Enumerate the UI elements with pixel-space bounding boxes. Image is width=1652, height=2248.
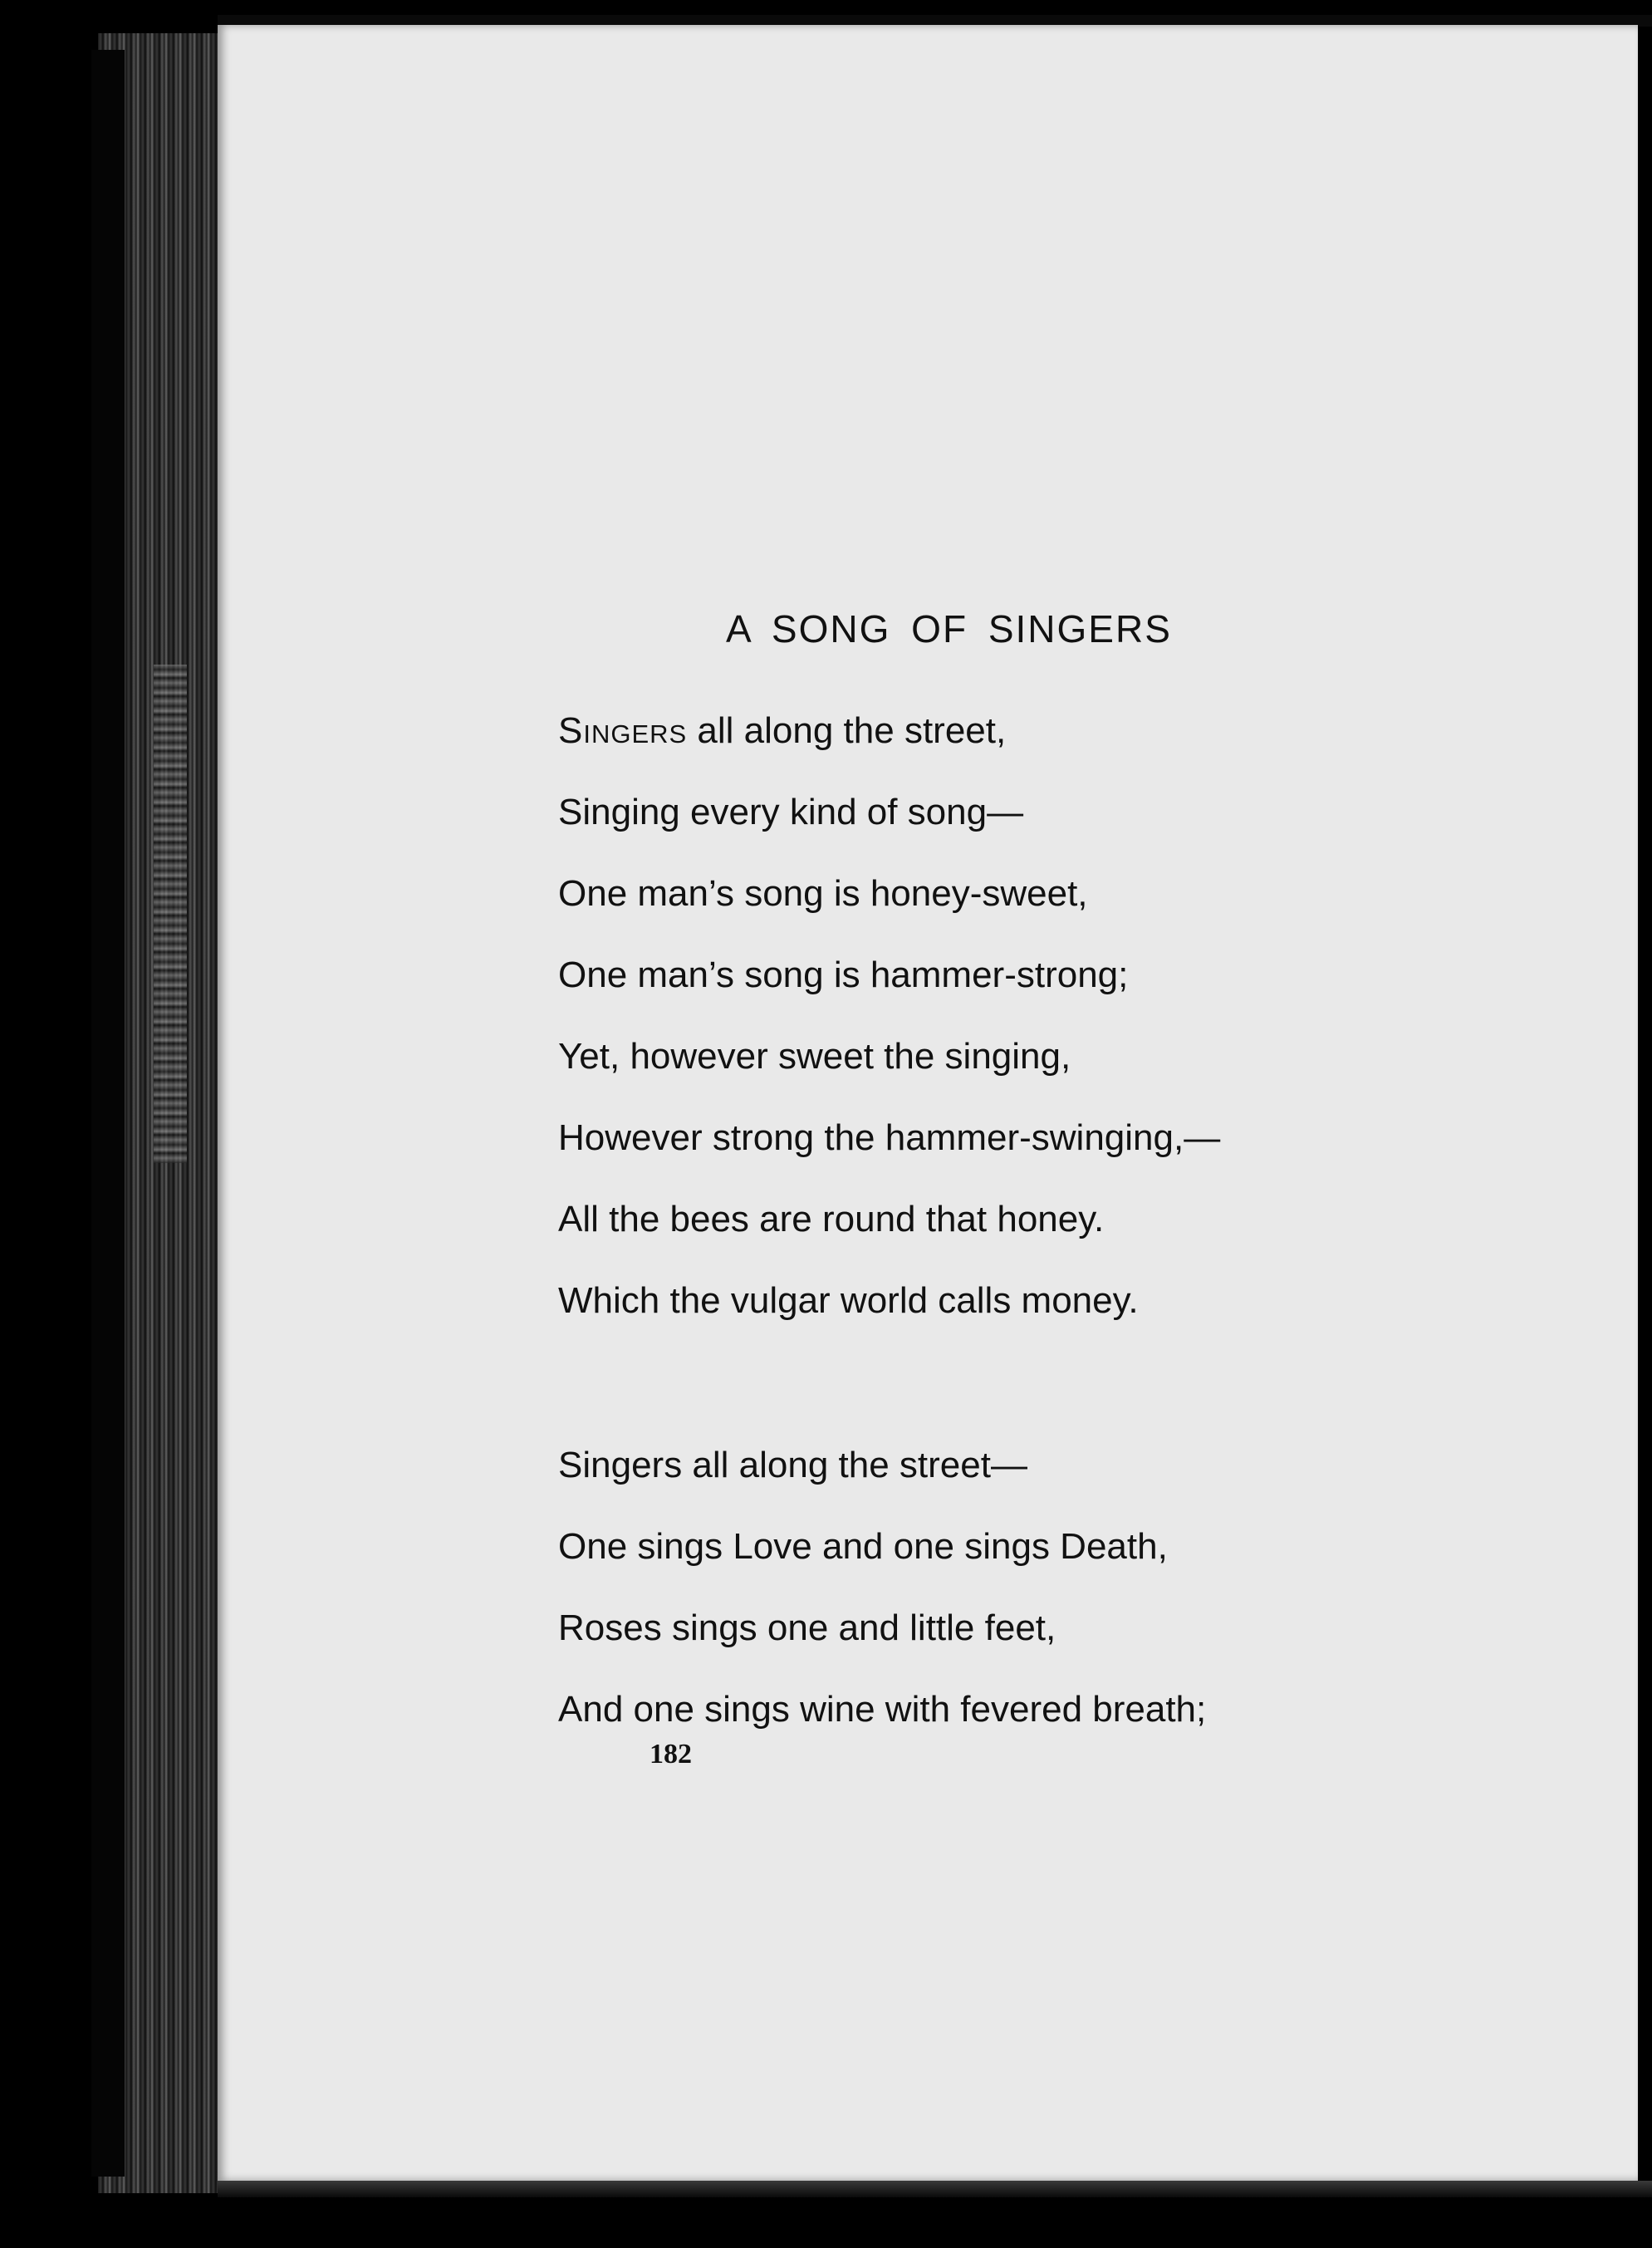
poem-line [558, 706, 1220, 788]
spine-lettering [154, 665, 187, 1163]
poem-line: All the bees are round that honey. [558, 1199, 1105, 1239]
poem-line: One man’s song is hammer-strong; [558, 955, 1129, 995]
page-bottom-edge [218, 2181, 1652, 2197]
poem-line: However strong the hammer-swinging,— [558, 1117, 1221, 1158]
poem-body [558, 706, 1220, 1766]
poem-line-text: all along the street, [687, 710, 1007, 751]
poem-line: Yet, however sweet the singing, [558, 1036, 1071, 1077]
page-number: 182 [650, 1739, 692, 1769]
stanza-2 [558, 1441, 1220, 1766]
stanza-gap [558, 1357, 1220, 1441]
poem-line: Singing every kind of song— [558, 792, 1024, 832]
poem-line: Singers all along the street— [558, 1445, 1027, 1485]
stanza-1 [558, 706, 1220, 1357]
poem-line-lead: Singers [558, 710, 688, 751]
book-page [218, 25, 1638, 2181]
poem-title: A SONG OF SINGERS [726, 607, 1172, 650]
poem-line: One sings Love and one sings Death, [558, 1526, 1168, 1567]
poem-line: Roses sings one and little feet, [558, 1607, 1056, 1648]
poem-line: And one sings wine with fevered breath; [558, 1689, 1207, 1730]
poem-line: One man’s song is honey-sweet, [558, 873, 1088, 914]
poem-line: Which the vulgar world calls money. [558, 1280, 1139, 1321]
book-spine-shadow [91, 50, 125, 2177]
